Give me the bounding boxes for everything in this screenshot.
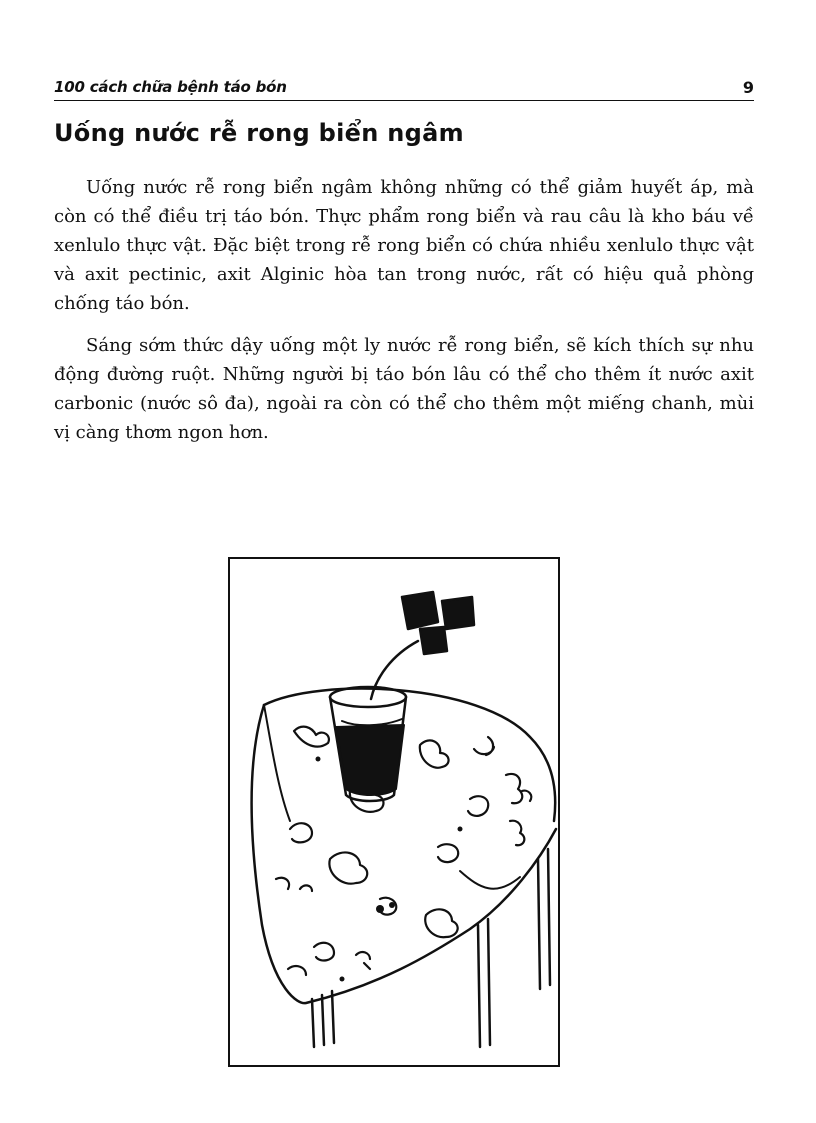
tablecloth-pattern — [276, 727, 531, 975]
illustration-frame — [228, 557, 560, 1067]
glass-of-water — [330, 687, 406, 801]
section-title: Uống nước rễ rong biển ngâm — [54, 119, 464, 147]
tablecloth-outline — [252, 705, 556, 1003]
table-legs — [312, 849, 550, 1047]
tabletop-edge — [264, 689, 555, 821]
tablecloth-fold — [460, 871, 520, 889]
running-header — [54, 78, 754, 101]
body-text — [54, 173, 754, 460]
page-number: 9 — [742, 78, 754, 97]
glass-on-table-illustration — [230, 559, 558, 1065]
paragraph-1: Uống nước rễ rong biển ngâm không những có thể giảm huyết áp, mà còn có thể điều trị táo bón. Thực phẩm rong biển và rau câu là kho báu về xenlulo thực vật. Đặc biệt trong rễ rong biển có chứa nhiều xenlulo thực vật và axit pectinic, axit Alginic hòa tan trong nước, rất có hiệu quả phòng chống táo bón. — [54, 177, 754, 314]
running-title: 100 cách chữa bệnh táo bón — [54, 78, 287, 96]
paragraph-2: Sáng sớm thức dậy uống một ly nước rễ rong biển, sẽ kích thích sự nhu động đường ruột. Những người bị táo bón lâu có thể cho thêm ít nước axit carbonic (nước sô đa), ngoài ra còn có thể cho thêm một miếng chanh, mùi vị càng thơm ngon hơn. — [54, 335, 754, 443]
tablecloth-fold — [264, 705, 290, 821]
